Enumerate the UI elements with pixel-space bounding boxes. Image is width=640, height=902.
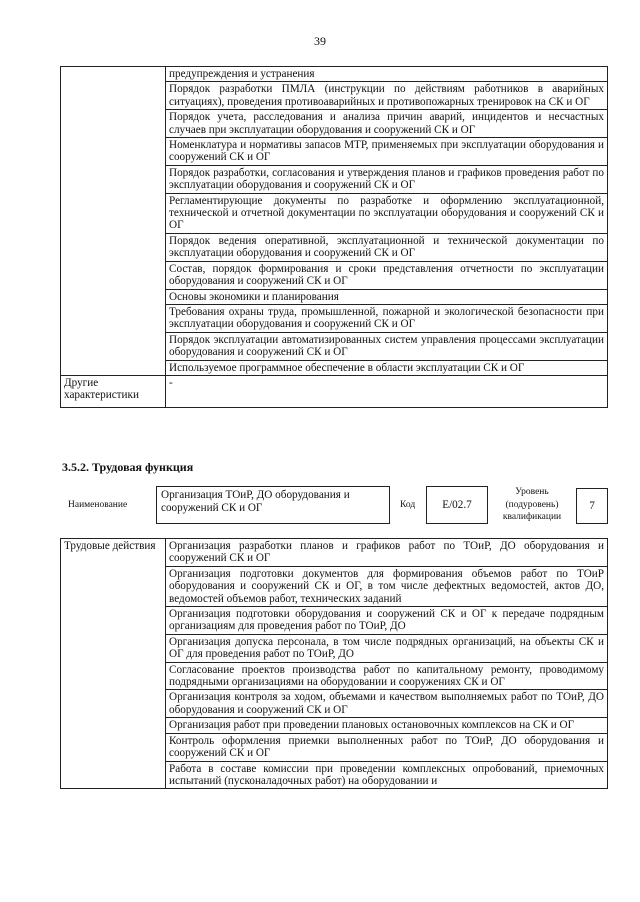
table-cell: Организация допуска персонала, в том числе подрядных организаций, на объекты СК и ОГ для проведения работ по ТОиР, ДО (166, 634, 608, 662)
table-cell: Требования охраны труда, промышленной, пожарной и экологической безопасности при эксплуатации оборудования и сооружений СК и ОГ (166, 304, 608, 332)
table-row (61, 67, 608, 82)
table-cell: Регламентирующие документы по разработке и оформлению эксплуатационной, технической и отчетной документации по эксплуатации оборудования и сооружений СК и ОГ (166, 193, 608, 233)
table-cell: Номенклатура и нормативы запасов МТР, применяемых при эксплуатации оборудования и сооружений СК и ОГ (166, 138, 608, 166)
labor-actions-table (60, 538, 608, 789)
table-cell: Организация разработки планов и графиков работ по ТОиР, ДО оборудования и сооружений СК и ОГ (166, 539, 608, 567)
table-cell: Порядок ведения оперативной, эксплуатационной и технической документации по эксплуатации оборудования и сооружений СК и ОГ (166, 233, 608, 261)
table-cell: Работа в составе комиссии при проведении комплексных опробований, приемочных испытаний (пусконаладочных работ) на оборудовании и (166, 761, 608, 789)
other-characteristics-value: - (166, 375, 608, 407)
table-cell: Основы экономики и планирования (166, 289, 608, 304)
table-row (61, 539, 608, 567)
name-label: Наименование (68, 500, 128, 510)
code-box: E/02.7 (426, 486, 488, 524)
table-cell: предупреждения и устранения (166, 67, 608, 82)
other-characteristics-label: Другие характеристики (61, 375, 166, 407)
table-cell: Организация контроля за ходом, объемами и качеством выполняемых работ по ТОиР, ДО оборудования и сооружений СК и ОГ (166, 690, 608, 718)
level-box: 7 (576, 488, 608, 524)
empty-label-cell (61, 67, 166, 376)
page-number: 39 (314, 34, 326, 48)
table-cell: Согласование проектов производства работ по капитальному ремонту, проводимому подрядными организациями на оборудовании и сооружениях СК и ОГ (166, 662, 608, 690)
table-row (61, 375, 608, 407)
section-heading: 3.5.2. Трудовая функция (62, 460, 194, 474)
function-header (60, 486, 608, 526)
code-label: Код (400, 500, 416, 510)
table-cell: Организация работ при проведении плановых остановочных комплексов на СК и ОГ (166, 718, 608, 733)
knowledge-table (60, 66, 608, 408)
table-cell: Порядок эксплуатации автоматизированных систем управления процессами эксплуатации оборудования и сооружений СК и ОГ (166, 332, 608, 360)
table-cell: Организация подготовки документов для формирования объемов работ по ТОиР оборудования и сооружений СК и ОГ, в том числе дефектных ведомостей, актов ДО, ведомостей объемов работ, технических заданий (166, 566, 608, 606)
table-cell: Порядок разработки, согласования и утверждения планов и графиков проведения работ по эксплуатации оборудования и сооружений СК и ОГ (166, 165, 608, 193)
labor-actions-label: Трудовые действия (61, 539, 166, 789)
table-cell: Порядок учета, расследования и анализа причин аварий, инцидентов и несчастных случаев при эксплуатации оборудования и сооружений СК и ОГ (166, 110, 608, 138)
function-name-box: Организация ТОиР, ДО оборудования и сооружений СК и ОГ (156, 486, 390, 524)
table-cell: Состав, порядок формирования и сроки представления отчетности по эксплуатации оборудования и сооружений СК и ОГ (166, 261, 608, 289)
table-cell: Порядок разработки ПМЛА (инструкции по действиям работников в аварийных ситуациях), проведения противоаварийных и противопожарных тренировок на СК и ОГ (166, 82, 608, 110)
table-cell: Используемое программное обеспечение в области эксплуатации СК и ОГ (166, 360, 608, 375)
table-cell: Контроль оформления приемки выполненных работ по ТОиР, ДО оборудования и сооружений СК и ОГ (166, 733, 608, 761)
level-label: Уровень (подуровень) квалификации (502, 487, 562, 522)
table-cell: Организация подготовки оборудования и сооружений СК и ОГ к передаче подрядным организациям для проведения работ по ТОиР, ДО (166, 607, 608, 635)
